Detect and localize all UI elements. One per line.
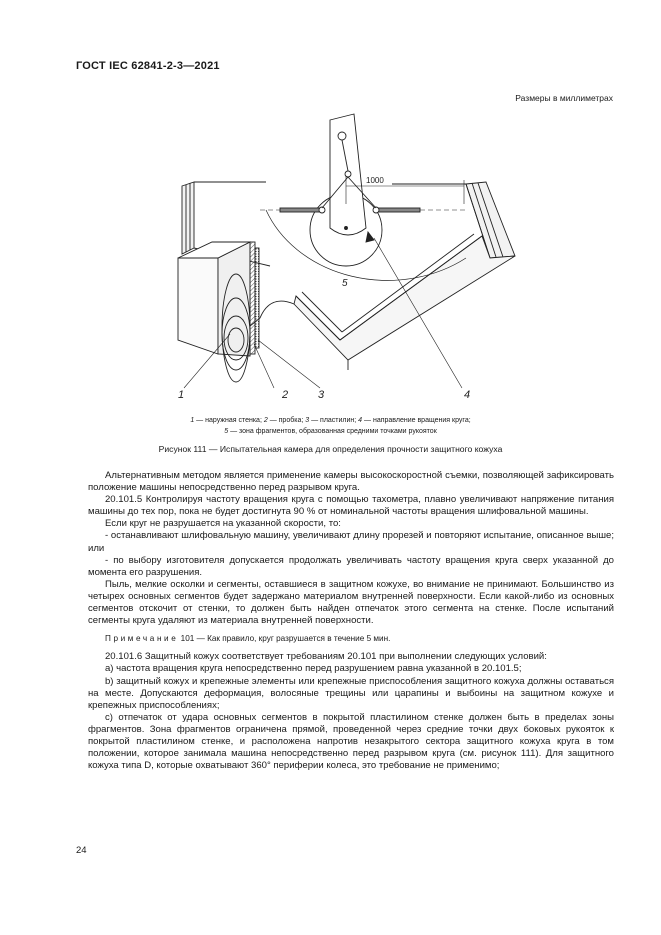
legend-num-4: 4	[358, 417, 363, 424]
legend-num-1: 1	[190, 417, 195, 424]
legend-text-4: — направление вращения круга;	[362, 417, 471, 424]
legend-text-1: — наружная стенка;	[194, 417, 264, 424]
legend-text-5: — зона фрагментов, образованная средними точками рукояток	[228, 427, 437, 435]
legend-num-2: 2	[263, 417, 268, 424]
paragraph: 20.101.6 Защитный кожух соответствует требованиям 20.101 при выполнении следующих условий:	[105, 651, 547, 663]
paragraph: c) отпечаток от удара основных сегментов в покрытой пластилином стенке должен быть в пределах зоны фрагментов. Зона фрагментов ограничена прямой, проведенной через средние точки двух боковых рукояток к покрытой пластилином стенке, и расположена напротив незакрытого сектора защитного кожуха круга в том положении, которое занимала машина непосредственно перед разрывом круга (см. рисунок 111). Для защитного кожуха типа D, которые охватывают 360° периферии колеса, это требование не применимо;	[88, 711, 614, 772]
figure-caption: Рисунок 111 — Испытательная камера для определения прочности защитного кожуха	[158, 444, 503, 454]
paragraph: 20.101.5 Контролируя частоту вращения круга с помощью тахометра, плавно увеличивают напряжение питания машины до тех пор, пока не будет достигнута 90 % от номинальной частоты вращения шлифовальной машины.	[88, 494, 614, 518]
note	[88, 633, 614, 645]
document-code: ГОСТ IEC 62841-2-3—2021	[76, 60, 220, 72]
legend-num-3: 3	[305, 417, 310, 424]
paragraph: - по выбору изготовителя допускается продолжать увеличивать частоту вращения круга сверх указанной до момента его разрушения.	[88, 554, 614, 578]
note-text: 101 — Как правило, круг разрушается в течение 5 мин.	[178, 634, 391, 644]
test-chamber-figure	[170, 108, 530, 408]
paragraph: Если круг не разрушается на указанной скорости, то:	[105, 518, 341, 530]
callout-4: 4	[464, 389, 471, 401]
legend-num-5: 5	[224, 427, 229, 435]
zone-label: 5	[342, 278, 348, 289]
paragraph: Альтернативным методом является применение камеры высокоскоростной съемки, позволяющей зафиксировать положение машины непосредственно перед разрывом круга.	[88, 470, 614, 494]
legend-text-2: — пробка;	[267, 417, 306, 424]
paragraph: Пыль, мелкие осколки и сегменты, оставшиеся в защитном кожухе, во внимание не принимают. Большинство из четырех основных сегментов будет задержано материалом внутренней поверхности. Если какой-либо из основных сегментов отскочит от стенки, то должен быть найден отпечаток этого сегмента на стенке. После испытаний сегменты круга удаляют из материала внутренней поверхности.	[88, 578, 614, 627]
figure-legend	[60, 416, 601, 437]
dimension-label: 1000	[366, 176, 384, 185]
legend-text-3: — пластилин;	[309, 417, 359, 424]
page-number: 24	[76, 845, 87, 856]
body-text	[88, 470, 614, 772]
callout-1: 1	[178, 389, 185, 401]
paragraph: a) частота вращения круга непосредственно перед разрушением равна указанной в 20.101.5;	[105, 663, 522, 675]
paragraph: b) защитный кожух и крепежные элементы или крепежные приспособления защитного кожуха должны оставаться на месте. Допускаются деформация, волосяные трещины или царапины и выбоины на защитном кожухе и крепежных приспособлениях;	[88, 675, 614, 711]
note-label: Примечание	[105, 634, 179, 644]
callout-2: 2	[282, 389, 289, 401]
paragraph: - останавливают шлифовальную машину, увеличивают длину прорезей и повторяют испытание, описанное выше; или	[88, 530, 614, 554]
units-note: Размеры в миллиметрах	[515, 93, 613, 103]
grinder	[280, 114, 420, 266]
callout-3: 3	[318, 389, 325, 401]
